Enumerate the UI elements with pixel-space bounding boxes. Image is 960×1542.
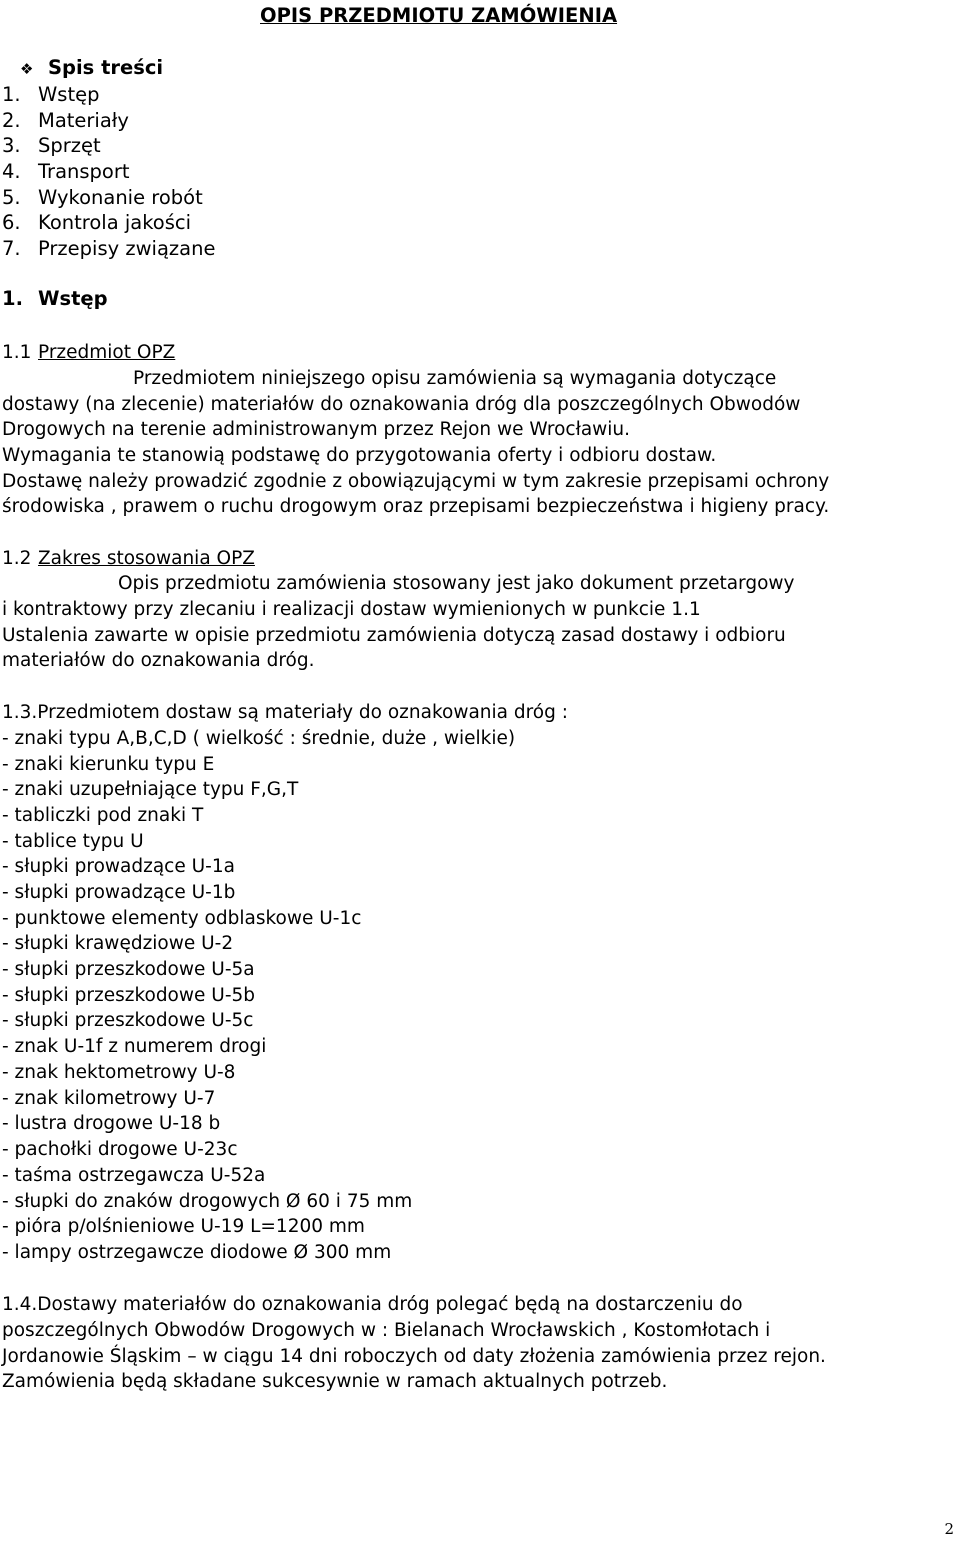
list-item: - słupki przeszkodowe U-5a [2, 959, 255, 980]
list-item: - lustra drogowe U-18 b [2, 1113, 221, 1134]
paragraph-line: środowiska , prawem o ruchu drogowym oraz przepisami bezpieczeństwa i higieny pracy. [2, 496, 830, 517]
toc-heading-label: Spis treści [48, 56, 164, 79]
toc-item: 6. Kontrola jakości [2, 211, 192, 234]
paragraph-line: Wymagania te stanowią podstawę do przygotowania oferty i odbioru dostaw. [2, 445, 717, 466]
paragraph-line: Przedmiotem niniejszego opisu zamówienia są wymagania dotyczące [133, 368, 777, 389]
subsection-heading: 1.1 Przedmiot OPZ [2, 342, 176, 363]
toc-heading [20, 56, 163, 79]
section-heading: 1. Wstęp [2, 287, 108, 310]
list-item: - znaki uzupełniające typu F,G,T [2, 779, 299, 800]
paragraph-line: Zamówienia będą składane sukcesywnie w ramach aktualnych potrzeb. [2, 1371, 668, 1392]
paragraph-line: Drogowych na terenie administrowanym przez Rejon we Wrocławiu. [2, 419, 631, 440]
list-item: - punktowe elementy odblaskowe U-1c [2, 908, 362, 929]
paragraph-line: dostawy (na zlecenie) materiałów do oznakowania dróg dla poszczególnych Obwodów [2, 394, 801, 415]
paragraph-line: Ustalenia zawarte w opisie przedmiotu zamówienia dotyczą zasad dostawy i odbioru [2, 625, 786, 646]
list-item: - słupki krawędziowe U-2 [2, 933, 234, 954]
toc-item: 2. Materiały [2, 109, 129, 132]
paragraph-line: Jordanowie Śląskim – w ciągu 14 dni roboczych od daty złożenia zamówienia przez rejon. [2, 1346, 826, 1367]
toc-item: 5. Wykonanie robót [2, 186, 203, 209]
paragraph-line: Dostawę należy prowadzić zgodnie z obowiązującymi w tym zakresie przepisami ochrony [2, 471, 830, 492]
diamond-bullet-icon: ❖ [20, 60, 34, 78]
document-title: OPIS PRZEDMIOTU ZAMÓWIENIA [260, 4, 618, 27]
paragraph-line: Opis przedmiotu zamówienia stosowany jest jako dokument przetargowy [118, 573, 795, 594]
list-item: - słupki prowadzące U-1a [2, 856, 235, 877]
list-item: - lampy ostrzegawcze diodowe Ø 300 mm [2, 1242, 392, 1263]
paragraph-line: 1.4.Dostawy materiałów do oznakowania dróg polegać będą na dostarczeniu do [2, 1294, 743, 1315]
page-number: 2 [944, 1520, 954, 1538]
list-item: - pachołki drogowe U-23c [2, 1139, 238, 1160]
toc-item: 4. Transport [2, 160, 130, 183]
toc-item: 3. Sprzęt [2, 134, 101, 157]
list-item: - tabliczki pod znaki T [2, 805, 204, 826]
list-item: - tablice typu U [2, 831, 144, 852]
list-item: - znak kilometrowy U-7 [2, 1088, 216, 1109]
list-item: - znaki typu A,B,C,D ( wielkość : średnie, duże , wielkie) [2, 728, 516, 749]
toc-item: 7. Przepisy związane [2, 237, 216, 260]
list-item: - słupki przeszkodowe U-5c [2, 1010, 254, 1031]
list-item: - słupki przeszkodowe U-5b [2, 985, 256, 1006]
paragraph-line: poszczególnych Obwodów Drogowych w : Bielanach Wrocławskich , Kostomłotach i [2, 1320, 771, 1341]
list-item: - znak U-1f z numerem drogi [2, 1036, 267, 1057]
list-item: - słupki prowadzące U-1b [2, 882, 236, 903]
subsection-heading: 1.2 Zakres stosowania OPZ [2, 548, 255, 569]
list-item: - słupki do znaków drogowych Ø 60 i 75 mm [2, 1191, 413, 1212]
paragraph-line: materiałów do oznakowania dróg. [2, 650, 315, 671]
list-item: - znak hektometrowy U-8 [2, 1062, 236, 1083]
paragraph-line: i kontraktowy przy zlecaniu i realizacji dostaw wymienionych w punkcie 1.1 [2, 599, 701, 620]
list-item: - znaki kierunku typu E [2, 754, 215, 775]
paragraph-line: 1.3.Przedmiotem dostaw są materiały do oznakowania dróg : [2, 702, 568, 723]
toc-item: 1. Wstęp [2, 83, 100, 106]
list-item: - taśma ostrzegawcza U-52a [2, 1165, 266, 1186]
list-item: - pióra p/olśnieniowe U-19 L=1200 mm [2, 1216, 365, 1237]
